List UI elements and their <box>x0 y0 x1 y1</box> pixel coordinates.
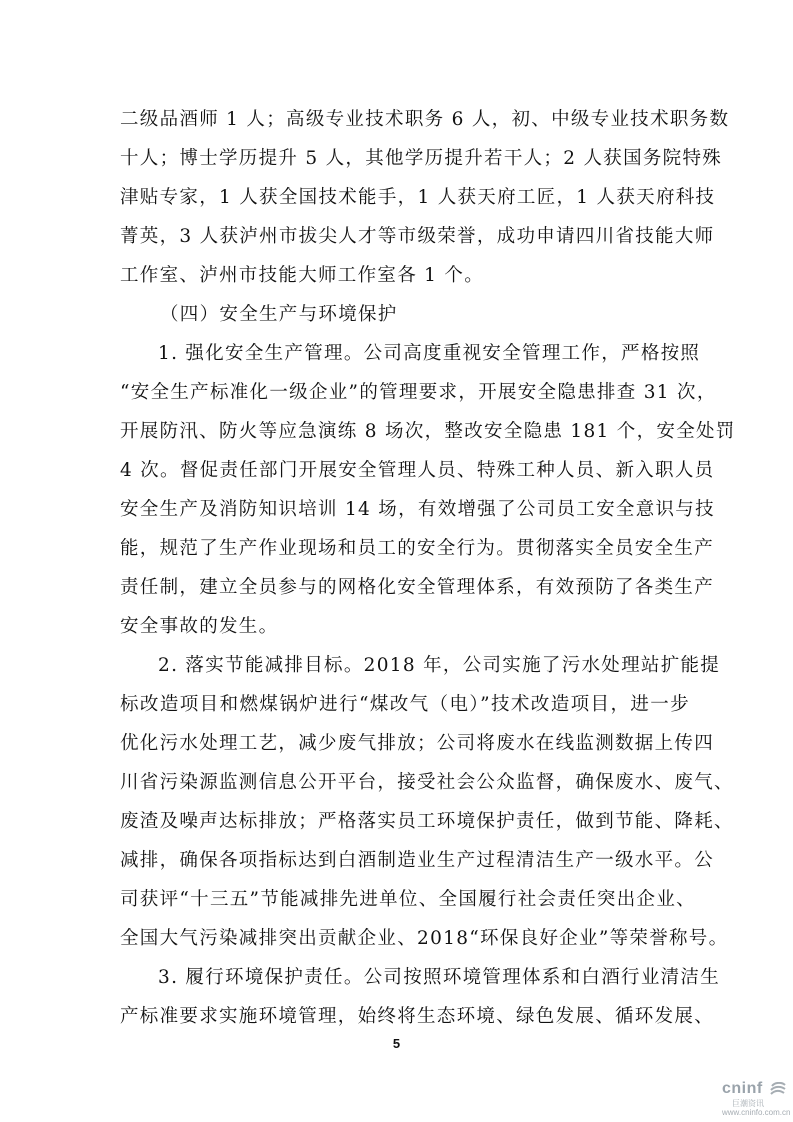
text-line: “安全生产标准化一级企业”的管理要求，开展安全隐患排查 31 次， <box>120 382 717 403</box>
text-line: 二级品酒师 1 人；高级专业技术职务 6 人，初、中级专业技术职务数 <box>120 109 730 130</box>
text-line: 开展防汛、防火等应急演练 8 场次，整改安全隐患 181 个，安全处罚 <box>120 421 736 442</box>
text-line: 4 次。督促责任部门开展安全管理人员、特殊工种人员、新入职人员 <box>120 460 715 481</box>
text-line: 川省污染源监测信息公开平台，接受社会公众监督，确保废水、废气、 <box>120 772 734 793</box>
watermark-brand: cninf <box>722 1080 763 1097</box>
text-line: 废渣及噪声达标排放；严格落实员工环境保护责任，做到节能、降耗、 <box>120 811 734 832</box>
watermark <box>722 1080 790 1116</box>
text-line: 责任制，建立全员参与的网格化安全管理体系，有效预防了各类生产 <box>120 577 715 598</box>
text-line: 能，规范了生产作业现场和员工的安全行为。贯彻落实全员安全生产 <box>120 538 715 559</box>
text-line: 安全生产及消防知识培训 14 场，有效增强了公司员工安全意识与技 <box>120 499 715 520</box>
text-line: 司获评“十三五”节能减排先进单位、全国履行社会责任突出企业、 <box>120 889 696 910</box>
text-line: 工作室、泸州市技能大师工作室各 1 个。 <box>120 265 485 286</box>
paragraph-start: 3. 履行环境保护责任。公司按照环境管理体系和白酒行业清洁生 <box>158 967 721 988</box>
paragraph-start: 1. 强化安全生产管理。公司高度重视安全管理工作，严格按照 <box>158 343 701 364</box>
watermark-url: www.cninfo.com.cn <box>722 1108 791 1117</box>
text-line: 减排，确保各项指标达到白酒制造业生产过程清洁生产一级水平。公 <box>120 850 715 871</box>
section-heading: （四）安全生产与环境保护 <box>160 304 398 325</box>
watermark-sub: 巨潮资讯 <box>732 1099 764 1108</box>
text-line: 安全事故的发生。 <box>120 616 279 637</box>
text-line: 产标准要求实施环境管理，始终将生态环境、绿色发展、循环发展、 <box>120 1006 715 1027</box>
cninf-logo-icon <box>770 1082 786 1096</box>
page-number: 5 <box>392 1036 401 1051</box>
text-line: 津贴专家，1 人获全国技术能手，1 人获天府工匠，1 人获天府科技 <box>120 187 716 208</box>
text-line: 优化污水处理工艺，减少废气排放；公司将废水在线监测数据上传四 <box>120 733 715 754</box>
text-line: 十人；博士学历提升 5 人，其他学历提升若干人；2 人获国务院特殊 <box>120 148 723 169</box>
text-line: 全国大气污染减排突出贡献企业、2018“环保良好企业”等荣誉称号。 <box>120 928 729 949</box>
paragraph-start: 2. 落实节能减排目标。2018 年，公司实施了污水处理站扩能提 <box>158 655 721 676</box>
text-line: 标改造项目和燃煤锅炉进行“煤改气（电）”技术改造项目，进一步 <box>120 694 690 715</box>
text-line: 菁英，3 人获泸州市拔尖人才等市级荣誉，成功申请四川省技能大师 <box>120 226 715 247</box>
